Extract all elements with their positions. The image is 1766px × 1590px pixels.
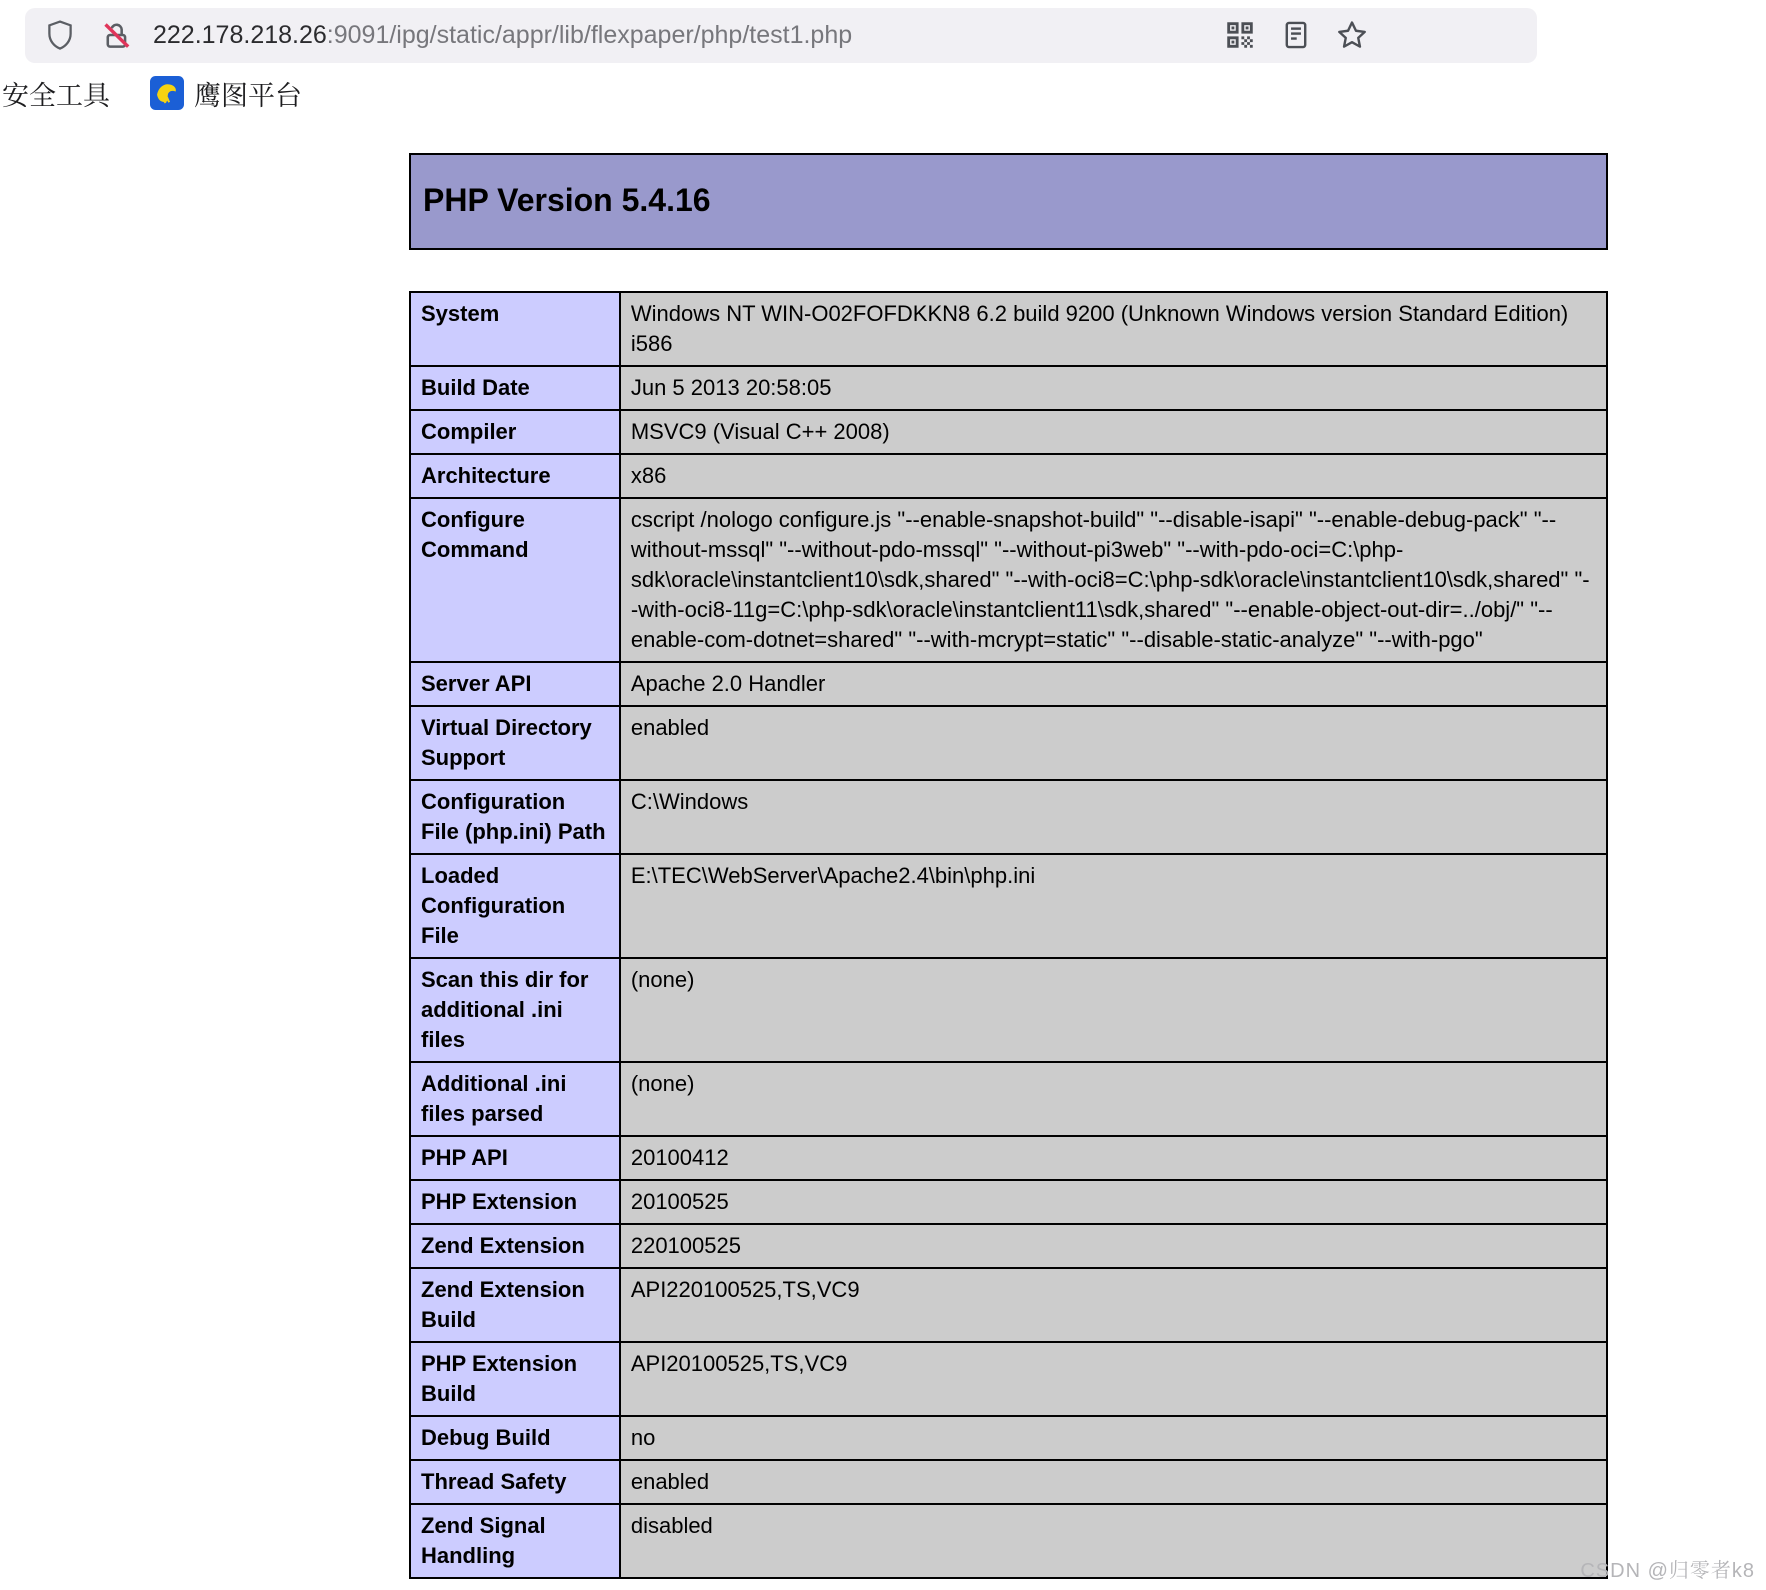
toolbar xyxy=(0,0,1766,70)
row-value: 220100525 xyxy=(620,1224,1607,1268)
row-label: Zend Signal Handling xyxy=(410,1504,620,1578)
row-label: Debug Build xyxy=(410,1416,620,1460)
row-value: MSVC9 (Visual C++ 2008) xyxy=(620,410,1607,454)
url-path: :9091/ipg/static/appr/lib/flexpaper/php/test1.php xyxy=(326,20,853,49)
eagle-favicon-icon xyxy=(150,76,184,110)
bookmark-eagle-map-platform[interactable] xyxy=(150,74,302,113)
row-value: Jun 5 2013 20:58:05 xyxy=(620,366,1607,410)
phpinfo-header xyxy=(409,153,1608,250)
row-label: Architecture xyxy=(410,454,620,498)
table-row xyxy=(410,1504,1607,1578)
row-label: Configuration File (php.ini) Path xyxy=(410,780,620,854)
table-row xyxy=(410,1460,1607,1504)
row-value: API220100525,TS,VC9 xyxy=(620,1268,1607,1342)
row-value: C:\Windows xyxy=(620,780,1607,854)
table-row xyxy=(410,454,1607,498)
bookmark-security-tools[interactable] xyxy=(2,74,110,113)
row-label: Server API xyxy=(410,662,620,706)
row-label: PHP Extension Build xyxy=(410,1342,620,1416)
phpinfo-table-body xyxy=(410,292,1607,1578)
row-label: Compiler xyxy=(410,410,620,454)
table-row xyxy=(410,1342,1607,1416)
shield-icon[interactable] xyxy=(43,18,77,52)
row-value: 20100525 xyxy=(620,1180,1607,1224)
row-value: API20100525,TS,VC9 xyxy=(620,1342,1607,1416)
table-row xyxy=(410,498,1607,662)
row-label: Zend Extension Build xyxy=(410,1268,620,1342)
browser-chrome xyxy=(0,0,1766,116)
table-row xyxy=(410,780,1607,854)
row-value: Windows NT WIN-O02FOFDKKN8 6.2 build 9200 (Unknown Windows version Standard Edition) i586 xyxy=(620,292,1607,366)
insecure-lock-icon[interactable] xyxy=(99,18,133,52)
reader-view-icon[interactable] xyxy=(1279,18,1313,52)
phpinfo-table xyxy=(409,291,1608,1579)
row-label: Virtual Directory Support xyxy=(410,706,620,780)
row-label: Configure Command xyxy=(410,498,620,662)
row-label: Build Date xyxy=(410,366,620,410)
table-row xyxy=(410,410,1607,454)
table-row xyxy=(410,1180,1607,1224)
table-row xyxy=(410,662,1607,706)
bookmark-label: 安全工具 xyxy=(2,80,110,111)
bookmark-label: 鹰图平台 xyxy=(194,80,302,111)
row-label: PHP Extension xyxy=(410,1180,620,1224)
table-row xyxy=(410,1268,1607,1342)
row-value: cscript /nologo configure.js "--enable-snapshot-build" "--disable-isapi" "--enable-debug-pack" "--without-mssql" "--without-pdo-mssql" "--without-pi3web" "--with-pdo-oci=C:\php-sdk\oracle\instantclient10\sdk,shared" "--with-oci8=C:\php-sdk\oracle\instantclient10\sdk,shared" "--with-oci8-11g=C:\php-sdk\oracle\instantclient11\sdk,shared" "--enable-object-out-dir=../obj/" "--enable-com-dotnet=shared" "--with-mcrypt=static" "--disable-static-analyze" "--with-pgo" xyxy=(620,498,1607,662)
table-row xyxy=(410,854,1607,958)
row-value: E:\TEC\WebServer\Apache2.4\bin\php.ini xyxy=(620,854,1607,958)
table-row xyxy=(410,1062,1607,1136)
table-row xyxy=(410,366,1607,410)
table-row xyxy=(410,1416,1607,1460)
row-label: Scan this dir for additional .ini files xyxy=(410,958,620,1062)
table-row xyxy=(410,1136,1607,1180)
row-value: disabled xyxy=(620,1504,1607,1578)
row-label: Loaded Configuration File xyxy=(410,854,620,958)
table-row xyxy=(410,958,1607,1062)
table-row xyxy=(410,1224,1607,1268)
row-value: no xyxy=(620,1416,1607,1460)
row-label: Thread Safety xyxy=(410,1460,620,1504)
qr-code-icon[interactable] xyxy=(1223,18,1257,52)
row-value: enabled xyxy=(620,1460,1607,1504)
watermark: CSDN @归零者k8 xyxy=(1580,1560,1755,1582)
bookmark-star-icon[interactable] xyxy=(1335,18,1369,52)
row-label: Additional .ini files parsed xyxy=(410,1062,620,1136)
url-bar[interactable] xyxy=(25,8,1537,63)
row-value: enabled xyxy=(620,706,1607,780)
url-text[interactable] xyxy=(153,21,1223,50)
bookmarks-bar xyxy=(0,70,1766,116)
row-value: Apache 2.0 Handler xyxy=(620,662,1607,706)
row-label: PHP API xyxy=(410,1136,620,1180)
row-value: 20100412 xyxy=(620,1136,1607,1180)
row-value: x86 xyxy=(620,454,1607,498)
url-host: 222.178.218.26 xyxy=(153,20,327,49)
row-label: System xyxy=(410,292,620,366)
row-label: Zend Extension xyxy=(410,1224,620,1268)
page-title: PHP Version 5.4.16 xyxy=(423,182,711,218)
row-value: (none) xyxy=(620,1062,1607,1136)
table-row xyxy=(410,706,1607,780)
row-value: (none) xyxy=(620,958,1607,1062)
table-row xyxy=(410,292,1607,366)
